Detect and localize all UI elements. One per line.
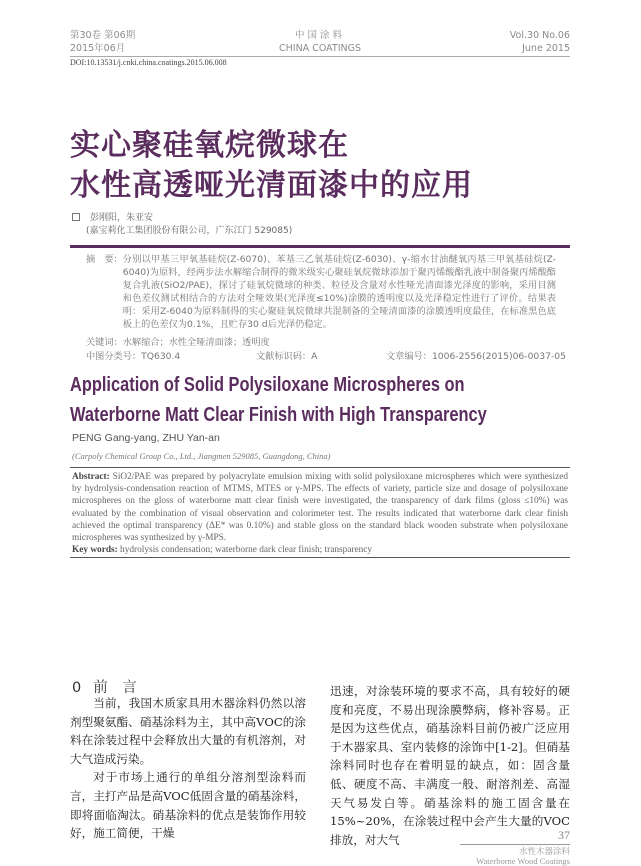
authors-cn: 彭刚阳，朱亚安	[90, 213, 154, 223]
header-rule	[70, 56, 570, 57]
abstract-cn-text: 分别以甲基三甲氧基硅烷(Z-6070)、苯基三乙氧基硅烷(Z-6030)、γ-缩水甘油醚氧丙基三甲氧基硅烷(Z-6040)为原料，经两步法水解缩合制得的微米级实心聚硅氧烷微球添加于聚丙烯酸酯乳液中制备聚丙烯酸酯复合乳液(SiO2/PAE)，探讨了硅氧烷微球的种类、粒径及含量对水性哑光清面漆光泽度的影响，采用目测和色差仪测试相结合的方法对全哑效果(光泽度≤10%)涂膜的透明度以及光泽稳定性进行了评价。结果表明：采用Z-6040为原料制得的实心聚硅氧烷微球共混制备的全哑清面漆的涂膜透明度最佳，在标准黑色底板上的色差仅为0.1%，且贮存30 d后光泽仍稳定。	[122, 254, 556, 330]
header-right	[510, 29, 570, 55]
date-cn: 2015年06月	[70, 43, 126, 54]
title-cn	[70, 126, 473, 206]
clc-value: TQ630.4	[141, 351, 181, 362]
date-en: June 2015	[522, 43, 570, 54]
doc-code-value: A	[311, 351, 318, 362]
doi: DOI:10.13531/j.cnki.china.coatings.2015.06.008	[70, 58, 227, 67]
abstract-cn-label: 摘 要：	[86, 254, 123, 265]
footer-journal-cn: 水性木器涂料	[518, 846, 570, 856]
title-en	[70, 370, 487, 430]
keywords-en-text: hydrolysis condensation; waterborne dark clear finish; transparency	[117, 545, 373, 555]
keywords-cn-text: 水解缩合；水性全哑清面漆；透明度	[122, 337, 270, 348]
journal-cn: 中国涂料	[294, 30, 345, 41]
abstract-en-label: Abstract:	[72, 472, 110, 482]
abstract-en-top-rule	[70, 467, 570, 468]
volume-en: Vol.30 No.06	[509, 30, 570, 41]
footer-journal-en: Waterborne Wood Coatings	[476, 856, 570, 866]
keywords-en	[72, 544, 568, 556]
abstract-en-bottom-rule	[70, 557, 570, 558]
page-number: 37	[558, 828, 570, 842]
body-paragraph: 当前，我国木质家具用木器涂料仍然以溶剂型聚氨酯、硝基涂料为主，其中高VOC的涂料在涂装过程中会释放出大量的有机溶剂，对大气造成污染。	[70, 696, 306, 766]
journal-en: CHINA COATINGS	[278, 43, 361, 54]
purple-rule	[70, 245, 570, 248]
body-paragraph: 对于市场上通行的单组分溶剂型涂料而言，主打产品是高VOC低固含量的硝基涂料，即将面临淘汰。硝基涂料的优点是装饰作用较好，施工简便，干燥	[70, 770, 306, 841]
header-left	[70, 29, 135, 55]
abstract-en	[72, 471, 568, 544]
authors-block	[72, 212, 292, 238]
keywords-en-label: Key words:	[72, 545, 118, 555]
title-en-line2: Waterborne Matt Clear Finish with High Transparency	[70, 404, 487, 426]
footer-journal	[476, 846, 570, 866]
keywords-cn-label: 关键词：	[86, 337, 123, 348]
section-title: 前 言	[93, 680, 137, 696]
abstract-en-text: SiO2/PAE was prepared by polyacrylate emulsion mixing with solid polysiloxane microspheres which were synthesized by hydrolysis-condensation reaction of MTMS, MTES or γ-MPS. The effects of variety, particle size and dosage of polysiloxane microspheres on the gloss of waterborne matt clear finish were investigated, the transparency of dark films (gloss ≤10%) was evaluated by the combination of visual observation and colorimeter test. The results indicated that waterborne dark clear finish achieved the optimal transparency (ΔE* was 0.10%) and stable gloss on the standard black wooden substrate when polysiloxane microspheres was synthesized by γ-MPS.	[72, 472, 568, 544]
header-center	[250, 29, 390, 55]
keywords-cn	[86, 336, 556, 349]
title-cn-line2: 水性高透哑光清面漆中的应用	[70, 168, 473, 203]
authors-en: PENG Gang-yang, ZHU Yan-an	[72, 432, 220, 444]
square-bullet-icon	[72, 213, 80, 221]
article-no-label: 文章编号：	[386, 351, 432, 362]
section-number: 0	[72, 680, 82, 696]
body-left-column	[70, 694, 306, 843]
body-right-column: 迅速，对涂装环境的要求不高，具有较好的硬度和亮度，不易出现涂膜弊病，修补容易。正是因为这些优点，硝基涂料目前仍被广泛应用于木器家具、室内装修的涂饰中[1-2]。但硝基涂料同时也存在着明显的缺点，如：固含量低、硬度不高、丰满度一般、耐溶剂差、高湿天气易发白等。硝基涂料的施工固含量在15%~20%，在涂装过程中会产生大量的VOC排放，对大气	[330, 684, 570, 847]
affiliation-cn: (嘉宝莉化工集团股份有限公司，广东江门 529085)	[86, 226, 293, 236]
abstract-cn	[86, 253, 556, 331]
article-no-value: 1006-2556(2015)06-0037-05	[431, 351, 566, 362]
affiliation-en: (Carpoly Chemical Group Co., Ltd., Jiangmen 529085, Guangdong, China)	[72, 451, 331, 461]
doc-code-label: 文献标识码：	[256, 351, 312, 362]
volume-cn: 第30卷 第06期	[70, 30, 136, 41]
title-cn-line1: 实心聚硅氧烷微球在	[70, 128, 349, 163]
footer-rule	[460, 844, 570, 845]
clc-label: 中图分类号：	[86, 351, 142, 362]
title-en-line1: Application of Solid Polysiloxane Microspheres on	[70, 374, 465, 396]
